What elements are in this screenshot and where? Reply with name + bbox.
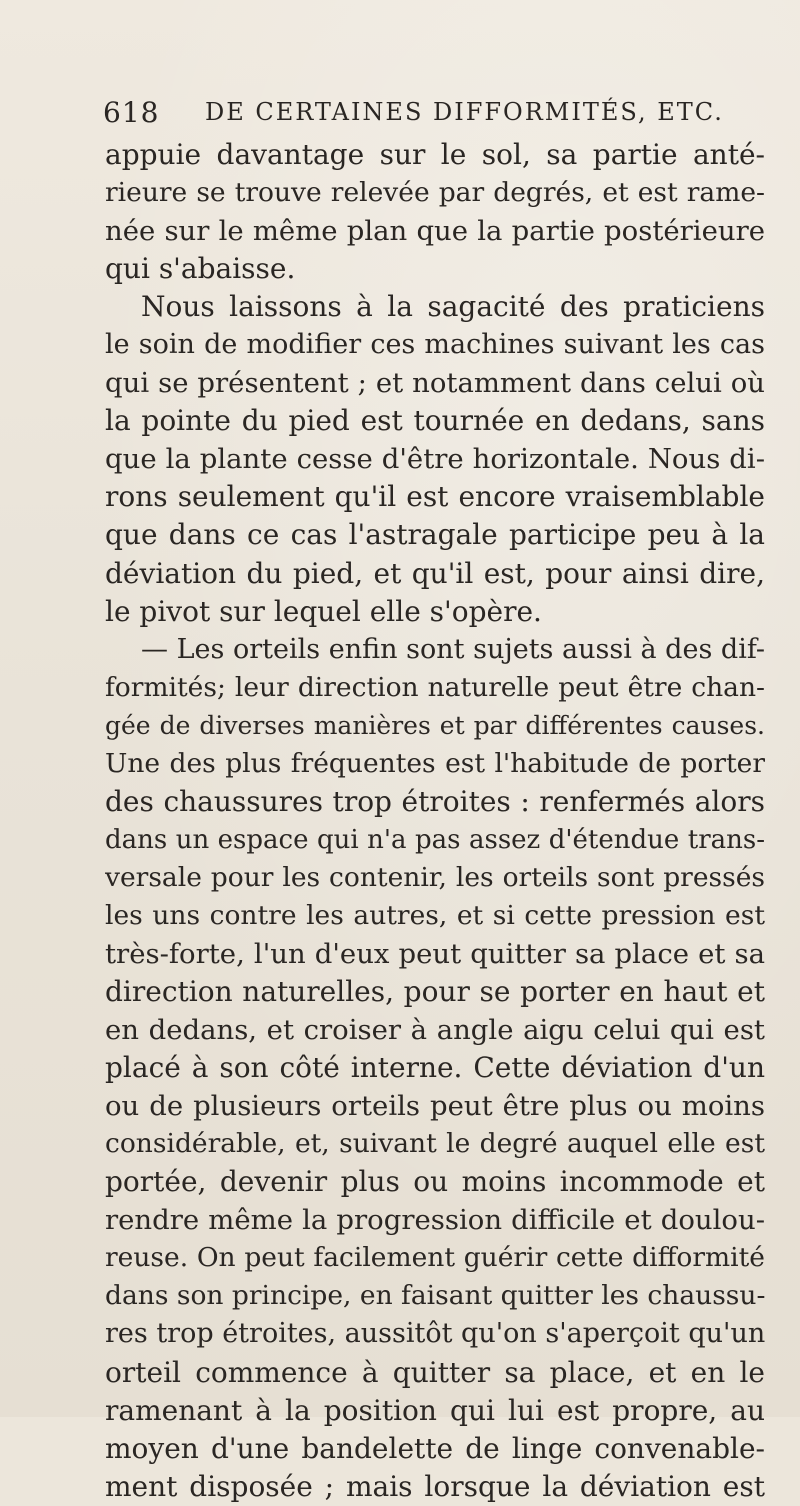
text-line: en dedans, et croiser à angle aigu celui qui est [105, 1014, 765, 1047]
text-line: le pivot sur lequel elle s'opère. [105, 594, 542, 628]
text-line: qui se présentent ; et notamment dans celui où [105, 367, 765, 400]
text-line: ramenant à la position qui lui est propre, au [105, 1393, 765, 1427]
text-line: ou de plusieurs orteils peut être plus ou moins [105, 1090, 765, 1123]
text-line: qui s'abaisse. [105, 252, 296, 286]
text-line: versale pour les contenir, les orteils sont pressés [105, 861, 765, 893]
text-line: la pointe du pied est tournée en dedans, sans [105, 404, 765, 438]
page-number: 618 [103, 96, 160, 129]
paragraph-first-line: Nous laissons à la sagacité des praticiens [141, 290, 765, 324]
text-line: dans son principe, en faisant quitter les chaussu- [105, 1280, 765, 1312]
text-line: ment disposée ; mais lorsque la déviation est [105, 1469, 765, 1503]
text-line: appuie davantage sur le sol, sa partie anté- [105, 138, 765, 171]
text-line: dans un espace qui n'a pas assez d'étendue trans- [105, 824, 765, 855]
text-line: déviation du pied, et qu'il est, pour ainsi dire, [105, 556, 765, 590]
text-line: très-forte, l'un d'eux peut quitter sa place et sa [105, 937, 765, 970]
text-line: que la plante cesse d'être horizontale. Nous di- [105, 443, 765, 476]
text-line: rendre même la progression difficile et doulou- [105, 1204, 765, 1237]
text-line: considérable, et, suivant le degré auquel elle est [105, 1128, 765, 1160]
text-line: que dans ce cas l'astragale participe peu à la [105, 518, 765, 552]
text-line: gée de diverses manières et par différentes causes. [105, 710, 765, 740]
text-line: le soin de modifier ces machines suivant les cas [105, 329, 765, 361]
body-text [105, 136, 765, 1506]
running-head: DE CERTAINES DIFFORMITÉS, ETC. [205, 98, 724, 126]
text-line: née sur le même plan que la partie postérieure [105, 215, 765, 248]
paragraph-first-line: — Les orteils enfin sont sujets aussi à des dif- [141, 633, 765, 665]
text-line: Une des plus fréquentes est l'habitude de porter [105, 747, 765, 779]
text-line: placé à son côté interne. Cette déviation d'un [105, 1051, 765, 1085]
text-line: rons seulement qu'il est encore vraisemblable [105, 480, 765, 514]
text-line: rieure se trouve relevée par degrés, et est rame- [105, 177, 765, 209]
text-line: reuse. On peut facilement guérir cette difformité [105, 1242, 765, 1274]
text-line: direction naturelles, pour se porter en haut et [105, 975, 765, 1009]
text-line: portée, devenir plus ou moins incommode et [105, 1165, 765, 1199]
text-line: les uns contre les autres, et si cette pression est [105, 899, 765, 931]
text-line: res trop étroites, aussitôt qu'on s'aperçoit qu'un [105, 1318, 765, 1350]
text-line: moyen d'une bandelette de linge convenable- [105, 1431, 765, 1465]
text-line: des chaussures trop étroites : renfermés alors [105, 784, 765, 818]
text-line: orteil commence à quitter sa place, et en le [105, 1355, 765, 1389]
text-line: formités; leur direction naturelle peut être chan- [105, 671, 765, 703]
